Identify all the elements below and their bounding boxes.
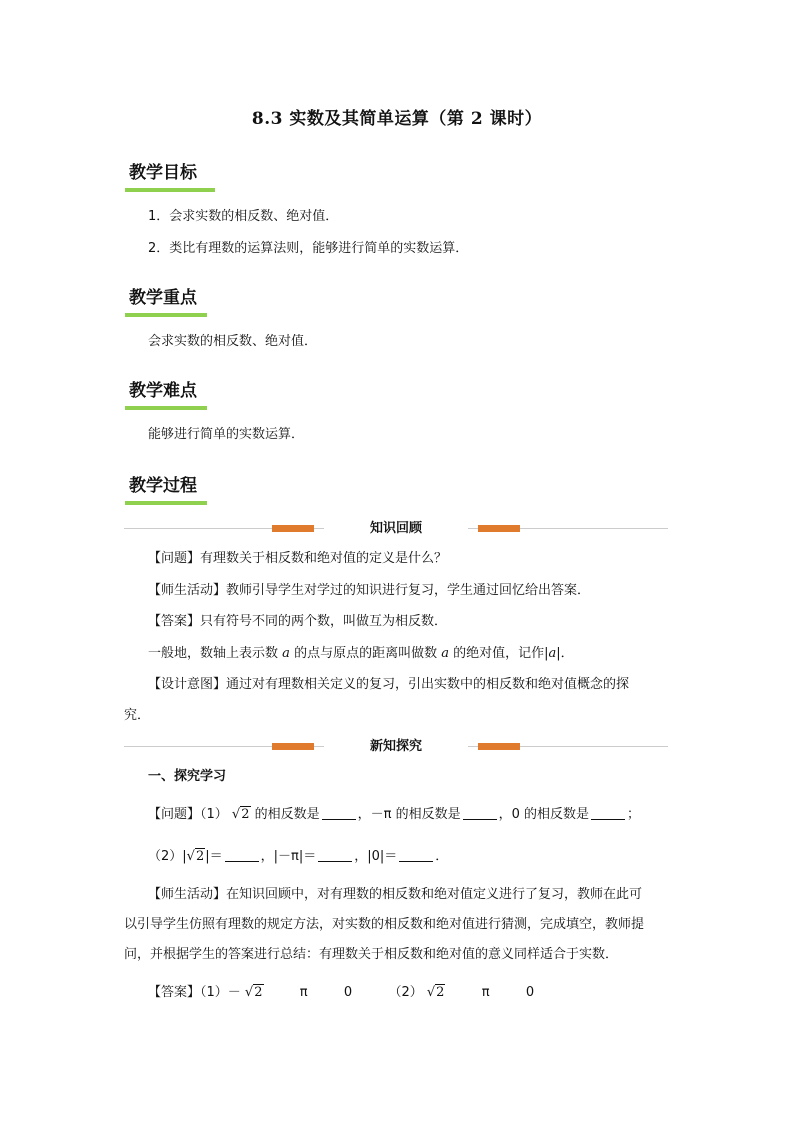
explore-question-2 [148, 848, 448, 866]
heading-teaching-goals: 教学目标 [125, 162, 215, 192]
q1-part-3: ，0 的相反数是 [498, 807, 590, 822]
answer-blank [225, 849, 259, 862]
key-points-text: 会求实数的相反数、绝对值． [148, 334, 318, 349]
divider-bar-left [272, 525, 314, 532]
goal-item-2: 2．类比有理数的运算法则，能够进行简单的实数运算． [148, 241, 469, 256]
sqrt-icon: √ [231, 807, 241, 822]
review-question: 【问题】有理数关于相反数和绝对值的定义是什么？ [148, 551, 448, 566]
explore-activity-line-3: 问，并根据学生的答案进行总结：有理数关于相反数和绝对值的意义同样适合于实数． [124, 947, 619, 962]
answer-prefix: 【答案】（1）－ [148, 985, 241, 1000]
heading-difficulties: 教学难点 [125, 380, 207, 410]
review-design-line-1: 【设计意图】通过对有理数相关定义的复习，引出实数中的相反数和绝对值概念的探 [148, 677, 630, 692]
answer-1b: π [299, 985, 308, 1000]
answer-blank [463, 807, 497, 820]
explore-subheading: 一、探究学习 [148, 769, 227, 784]
variable-a: a [441, 646, 449, 661]
q1-part-1: 的相反数是 [254, 807, 320, 822]
variable-a: a [282, 646, 290, 661]
q2-part-4: ． [435, 849, 449, 864]
heading-key-points: 教学重点 [125, 287, 207, 317]
sqrt-icon: √ [244, 985, 254, 1000]
answer-blank [318, 849, 352, 862]
page-title: 8.3 实数及其简单运算（第 2 课时） [251, 109, 543, 129]
sqrt-icon: √ [186, 849, 195, 864]
q2-part-2: ，|－π|＝ [260, 849, 317, 864]
review-activity: 【师生活动】教师引导学生对学过的知识进行复习，学生通过回忆给出答案． [148, 583, 591, 598]
heading-teaching-process: 教学过程 [125, 475, 207, 505]
q1-part-4: ； [627, 807, 641, 822]
answer-blank [322, 807, 356, 820]
sqrt-two [245, 984, 264, 1000]
review-general-part-b: 的点与原点的距离叫做数 [294, 646, 438, 661]
answer-2a: （2） [388, 985, 423, 1000]
divider-bar-left [272, 743, 314, 750]
q2-part-1: |＝ [205, 849, 223, 864]
divider-label-explore: 新知探究 [324, 738, 468, 756]
difficulties-text: 能够进行简单的实数运算． [148, 427, 305, 442]
explore-activity-line-2: 以引导学生仿照有理数的规定方法，对实数的相反数和绝对值进行猜测，完成填空，教师提 [124, 917, 645, 932]
explore-question-1 [148, 806, 640, 824]
answer-1c: 0 [343, 985, 353, 1000]
divider-explore [124, 737, 668, 757]
sqrt-two [427, 984, 446, 1000]
goal-item-1: 1．会求实数的相反数、绝对值． [148, 209, 339, 224]
q1-prefix: 【问题】（1） [148, 807, 228, 822]
explore-answer [148, 984, 534, 1002]
divider-review [124, 519, 668, 539]
q2-prefix: （2）| [148, 849, 187, 864]
q1-part-2: ，－π 的相反数是 [357, 807, 461, 822]
sqrt-radicand: 2 [436, 985, 445, 1000]
divider-bar-right [478, 743, 520, 750]
answer-2b: π [481, 985, 490, 1000]
review-answer: 【答案】只有符号不同的两个数，叫做互为相反数． [148, 614, 448, 629]
answer-2c: 0 [525, 985, 535, 1000]
sqrt-radicand: 2 [254, 985, 263, 1000]
sqrt-two [187, 848, 206, 864]
sqrt-two [232, 806, 251, 822]
sqrt-radicand: 2 [241, 807, 250, 822]
answer-blank [399, 849, 433, 862]
review-general-part-d: |． [556, 646, 574, 661]
answer-blank [591, 807, 625, 820]
variable-a: a [548, 646, 557, 661]
review-general-part-c: 的绝对值，记作| [453, 646, 549, 661]
sqrt-radicand: 2 [195, 849, 205, 864]
review-general [148, 645, 574, 663]
q2-part-3: ，|0|＝ [354, 849, 398, 864]
divider-label-review: 知识回顾 [324, 520, 468, 538]
explore-activity-line-1: 【师生活动】在知识回顾中，对有理数的相反数和绝对值定义进行了复习，教师在此可 [148, 887, 643, 902]
review-design-line-2: 究． [124, 708, 151, 723]
sqrt-icon: √ [426, 985, 436, 1000]
divider-bar-right [478, 525, 520, 532]
review-general-part-a: 一般地，数轴上表示数 [148, 646, 279, 661]
